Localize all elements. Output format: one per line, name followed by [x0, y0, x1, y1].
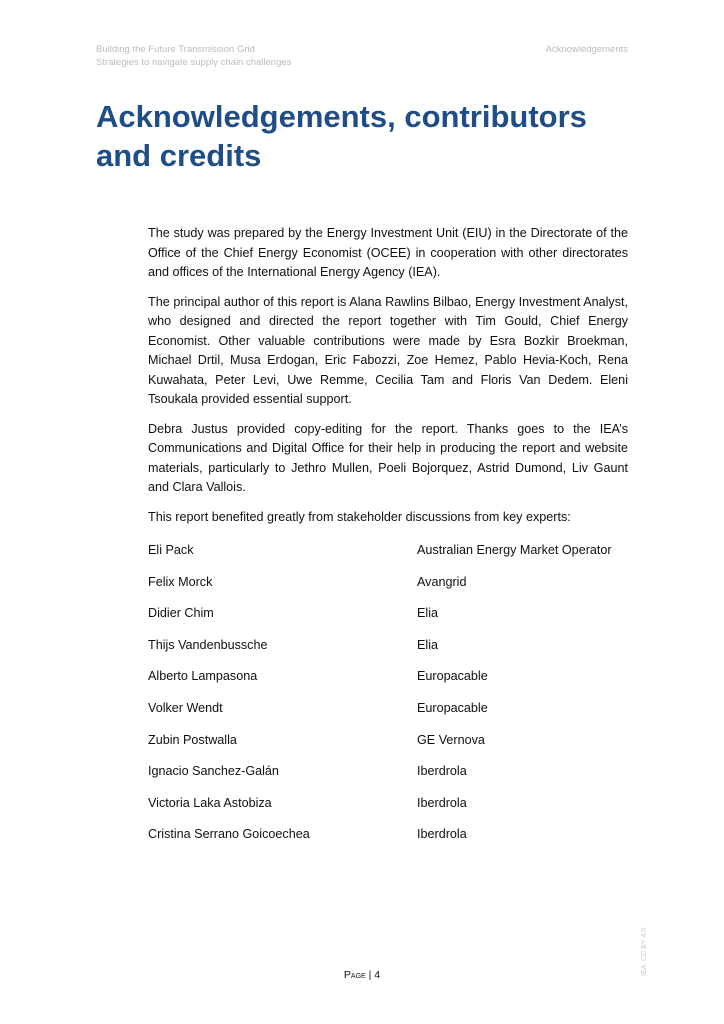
- experts-list: [148, 541, 628, 857]
- page-footer: [0, 968, 724, 982]
- expert-organization: Elia: [417, 637, 438, 652]
- expert-name: Didier Chim: [148, 606, 214, 621]
- license-note: IEA. CC BY 4.0.: [641, 925, 648, 976]
- paragraph-study: The study was prepared by the Energy Investment Unit (EIU) in the Directorate of the Office of the Chief Energy Economist (OCEE) in cooperation with other directorates and offices of the International Energy Agency (IEA).: [148, 226, 628, 279]
- expert-name: Ignacio Sanchez-Galán: [148, 764, 279, 779]
- page-title-line-1: Acknowledgements, contributors: [96, 99, 587, 134]
- page-separator: |: [365, 969, 375, 981]
- expert-row: [148, 636, 628, 668]
- report-title: Building the Future Transmission Grid: [96, 44, 255, 55]
- expert-row: [148, 731, 628, 763]
- running-head-left: [96, 43, 291, 69]
- paragraph-editing: Debra Justus provided copy-editing for the report. Thanks goes to the IEA’s Communications and Digital Office for their help in producing the report and website materials, particularly to Jethro Mullen, Poeli Bojorquez, Astrid Dumond, Liv Gaunt and Clara Vallois.: [148, 421, 628, 494]
- report-subtitle: Strategies to navigate supply chain challenges: [96, 57, 292, 68]
- expert-name: Thijs Vandenbussche: [148, 637, 268, 652]
- expert-organization: Iberdrola: [417, 764, 467, 779]
- expert-organization: Elia: [417, 606, 438, 621]
- expert-organization: GE Vernova: [417, 732, 485, 747]
- expert-name: Victoria Laka Astobiza: [148, 795, 272, 810]
- paragraph-experts-intro: This report benefited greatly from stakeholder discussions from key experts:: [148, 509, 571, 524]
- page-number: 4: [374, 969, 381, 981]
- page-label: Page: [343, 969, 366, 981]
- expert-organization: Europacable: [417, 669, 488, 684]
- page-title: [96, 97, 636, 175]
- body-text: [148, 224, 628, 537]
- expert-row: [148, 604, 628, 636]
- expert-name: Felix Morck: [148, 574, 213, 589]
- expert-name: Eli Pack: [148, 543, 194, 557]
- expert-organization: Iberdrola: [417, 795, 467, 810]
- expert-row: [148, 825, 628, 857]
- expert-organization: Avangrid: [417, 574, 467, 589]
- page-title-line-2: and credits: [96, 138, 262, 173]
- paragraph-authors: The principal author of this report is Alana Rawlins Bilbao, Energy Investment Analyst, who designed and directed the report together with Tim Gould, Chief Energy Economist. Other valuable contributions were made by Esra Bozkir Broekman, Michael Drtil, Musa Erdogan, Eric Fabozzi, Zoe Hemez, Pablo Hevia-Koch, Rena Kuwahata, Peter Levi, Uwe Remme, Cecilia Tam and Floris Van Dedem. Eleni Tsoukala provided essential support.: [148, 294, 628, 406]
- expert-row: [148, 541, 628, 573]
- expert-row: [148, 762, 628, 794]
- expert-name: Alberto Lampasona: [148, 669, 258, 684]
- expert-organization: Australian Energy Market Operator: [417, 543, 612, 557]
- expert-name: Cristina Serrano Goicoechea: [148, 827, 310, 842]
- expert-name: Zubin Postwalla: [148, 732, 237, 747]
- expert-organization: Iberdrola: [417, 827, 467, 842]
- expert-name: Volker Wendt: [148, 700, 223, 715]
- expert-row: [148, 794, 628, 826]
- expert-row: [148, 667, 628, 699]
- expert-row: [148, 573, 628, 605]
- expert-row: [148, 699, 628, 731]
- expert-organization: Europacable: [417, 700, 488, 715]
- section-name: Acknowledgements: [545, 44, 628, 55]
